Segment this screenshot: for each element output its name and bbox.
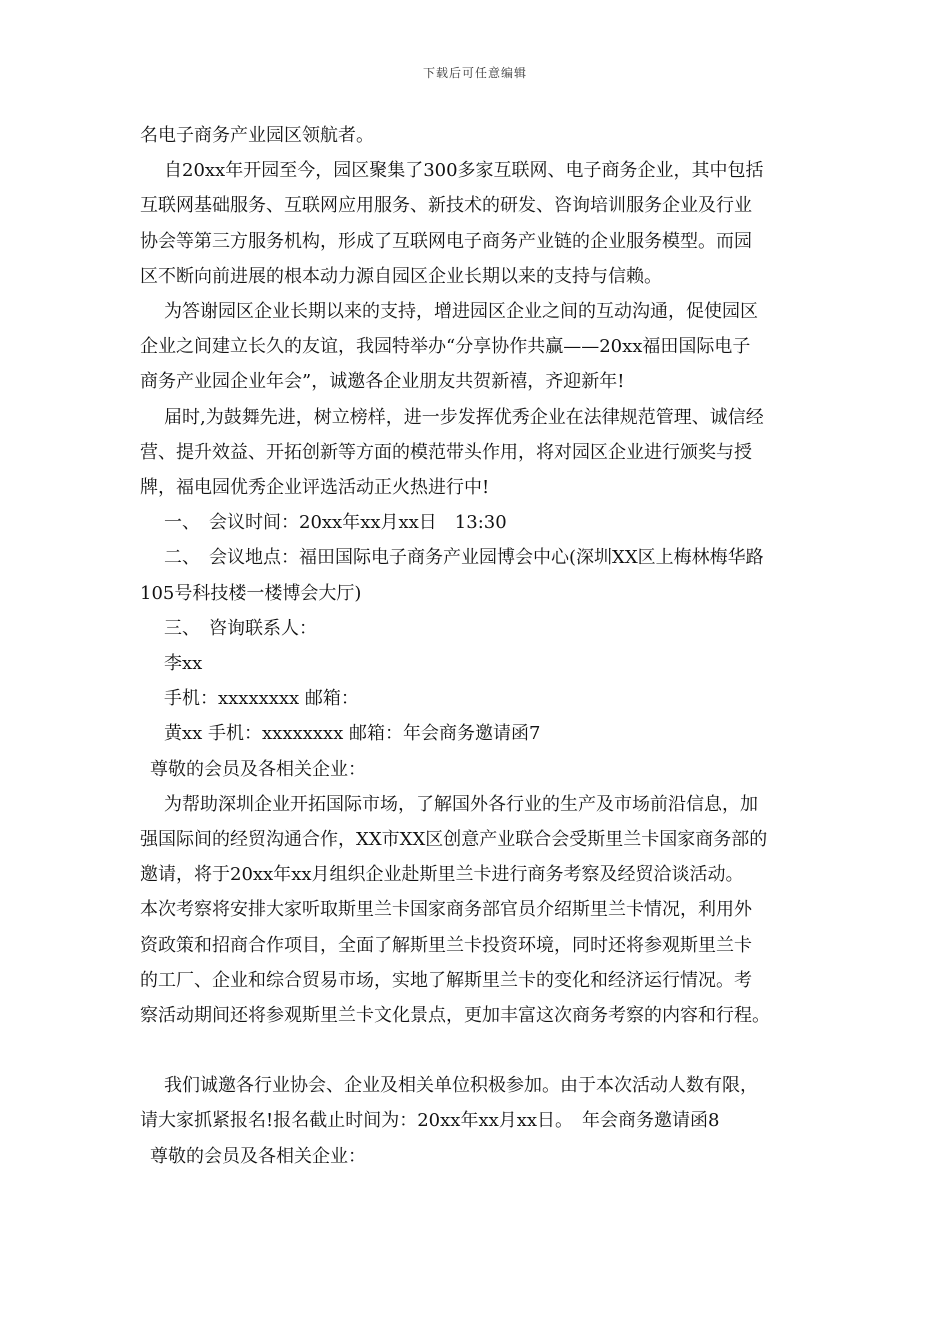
text-line: 105号科技楼一楼博会大厅) <box>140 582 362 604</box>
text-line: 企业之间建立长久的友谊，我园特举办“分享协作共赢——20xx福田国际电子 <box>140 336 751 358</box>
text-line: 我们诚邀各行业协会、企业及相关单位积极参加。由于本次活动人数有限， <box>164 1075 758 1097</box>
text-line: 协会等第三方服务机构，形成了互联网电子商务产业链的企业服务模型。而园 <box>140 230 752 252</box>
text-line: 资政策和招商合作项目，全面了解斯里兰卡投资环境，同时还将参观斯里兰卡 <box>140 934 752 956</box>
text-line: 三、 咨询联系人： <box>164 617 317 639</box>
text-line: 邀请，将于20xx年xx月组织企业赴斯里兰卡进行商务考察及经贸洽谈活动。 <box>140 864 744 886</box>
page-header: 下载后可任意编辑 <box>422 66 527 80</box>
text-line: 自20xx年开园至今，园区聚集了300多家互联网、电子商务企业，其中包括 <box>164 160 764 182</box>
text-line: 区不断向前进展的根本动力源自园区企业长期以来的支持与信赖。 <box>140 265 662 287</box>
text-line: 手机：xxxxxxxx 邮箱： <box>164 688 359 710</box>
text-line: 届时,为鼓舞先进，树立榜样，进一步发挥优秀企业在法律规范管理、诚信经 <box>164 406 764 428</box>
text-line: 李xx <box>164 653 203 675</box>
text-line: 营、提升效益、开拓创新等方面的模范带头作用，将对园区企业进行颁奖与授 <box>140 441 752 463</box>
text-line: 本次考察将安排大家听取斯里兰卡国家商务部官员介绍斯里兰卡情况，利用外 <box>140 899 752 921</box>
text-line: 尊敬的会员及各相关企业： <box>150 1145 366 1167</box>
text-line: 黄xx 手机：xxxxxxxx 邮箱：年会商务邀请函7 <box>164 723 541 745</box>
text-line: 名电子商务产业园区领航者。 <box>140 125 374 146</box>
text-line: 商务产业园企业年会”，诚邀各企业朋友共贺新禧，齐迎新年! <box>140 371 625 393</box>
text-line: 牌，福电园优秀企业评选活动正火热进行中! <box>140 477 490 499</box>
text-line: 为答谢园区企业长期以来的支持，增进园区企业之间的互动沟通，促使园区 <box>164 301 758 323</box>
text-line: 为帮助深圳企业开拓国际市场，了解国外各行业的生产及市场前沿信息，加 <box>164 793 758 815</box>
text-line: 的工厂、企业和综合贸易市场，实地了解斯里兰卡的变化和经济运行情况。考 <box>140 969 752 991</box>
text-line: 察活动期间还将参观斯里兰卡文化景点，更加丰富这次商务考察的内容和行程。 <box>140 1005 770 1027</box>
document-body <box>140 118 830 1174</box>
text-line: 二、 会议地点：福田国际电子商务产业园博会中心(深圳XX区上梅林梅华路 <box>164 547 764 569</box>
text-line: 请大家抓紧报名!报名截止时间为：20xx年xx月xx日。 年会商务邀请函8 <box>140 1110 720 1132</box>
text-line: 一、 会议时间：20xx年xx月xx日 13:30 <box>164 512 507 534</box>
text-line: 强国际间的经贸沟通合作，XX市XX区创意产业联合会受斯里兰卡国家商务部的 <box>140 829 768 851</box>
text-line: 互联网基础服务、互联网应用服务、新技术的研发、咨询培训服务企业及行业 <box>140 195 752 217</box>
text-line: 尊敬的会员及各相关企业： <box>150 758 366 780</box>
blank-line <box>140 1033 830 1068</box>
